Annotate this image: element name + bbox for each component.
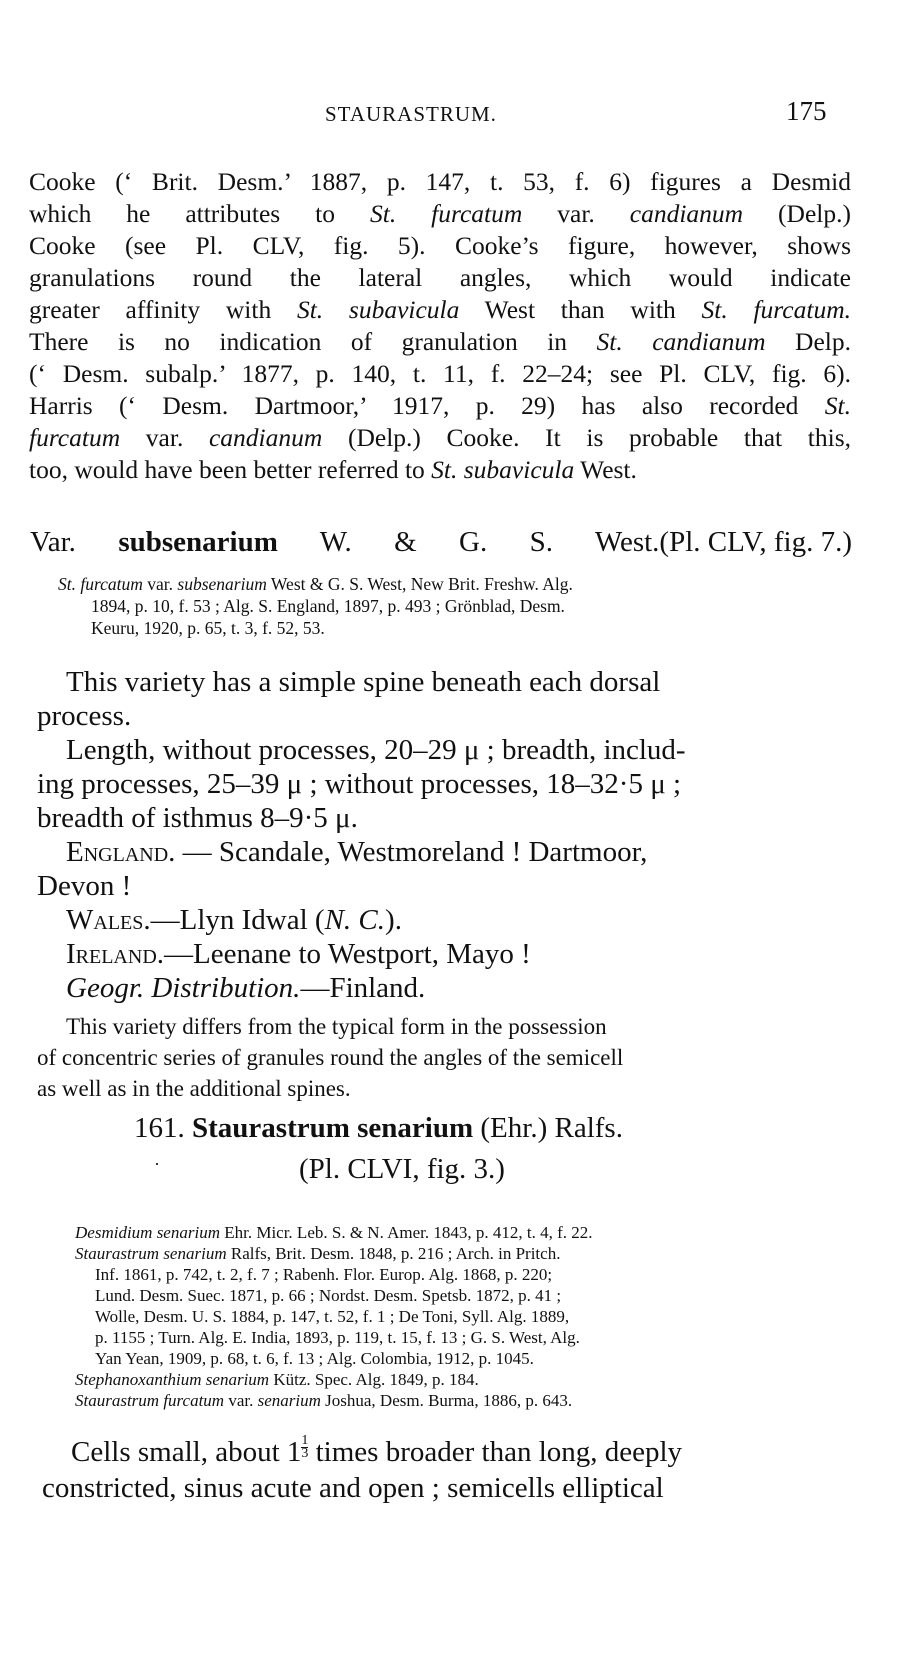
text-line: ing processes, 25–39 μ ; without processes, 18–32·5 μ ;: [37, 768, 682, 800]
text-span: which he attributes to: [29, 199, 370, 228]
locality-label: Ireland.: [66, 938, 165, 970]
text-line: Inf. 1861, p. 742, t. 2, f. 7 ; Rabenh. Flor. Europ. Alg. 1868, p. 220;: [95, 1265, 553, 1284]
printer-mark: ·: [154, 1154, 160, 1174]
taxon-name: candianum: [629, 199, 744, 228]
taxon-name: St. furcatum: [58, 574, 143, 594]
text-line: [37, 937, 852, 971]
text-line: [29, 294, 851, 326]
intro-paragraph: [29, 166, 851, 486]
text-line: [58, 573, 850, 595]
variety-heading: [30, 526, 852, 559]
text-line: granulations round the lateral angles, which would indicate: [29, 263, 851, 292]
species-synonymy: [75, 1222, 855, 1411]
text-line: Keuru, 1920, p. 65, t. 3, f. 52, 53.: [91, 618, 325, 638]
text-line: process.: [37, 700, 132, 732]
text-span: var.: [522, 199, 630, 228]
text-span: West than with: [459, 295, 702, 324]
species-authority: (Ehr.) Ralfs.: [473, 1112, 623, 1144]
locality-label: Geogr. Distribution.: [66, 972, 301, 1004]
text-span: times broader than long, deeply: [308, 1436, 683, 1468]
page-number: 175: [786, 96, 827, 126]
text-line: Devon !: [37, 870, 132, 902]
text-span: Ehr. Micr. Leb. S. & N. Amer. 1843, p. 412, t. 4, f. 22.: [219, 1223, 593, 1242]
variety-name: subsenarium: [118, 526, 278, 558]
taxon-name: St. furcatum.: [701, 295, 851, 324]
species-description: [42, 1434, 857, 1506]
taxon-name: St. furcatum: [369, 199, 523, 228]
text-span: (Delp.) Cooke. It is probable that this,: [322, 423, 852, 452]
text-line: [75, 1390, 855, 1411]
text-span: Kütz. Spec. Alg. 1849, p. 184.: [269, 1370, 479, 1389]
text-line: [29, 326, 851, 358]
text-line: This variety has a simple spine beneath each dorsal: [66, 666, 661, 698]
text-span: var.: [224, 1391, 258, 1410]
taxon-name: Desmidium senarium: [75, 1223, 220, 1242]
taxon-name: furcatum: [29, 423, 121, 452]
variety-authority: W. & G. S. West.: [277, 526, 660, 558]
text-line: [29, 198, 851, 230]
species-name: Staurastrum senarium: [192, 1112, 474, 1144]
text-line: as well as in the additional spines.: [37, 1076, 351, 1101]
variety-synonymy: [58, 573, 850, 639]
text-line: Length, without processes, 20–29 μ ; breadth, includ-: [66, 734, 686, 766]
text-line: Lund. Desm. Suec. 1871, p. 66 ; Nordst. Desm. Spetsb. 1872, p. 41 ;: [95, 1286, 562, 1305]
text-line: [37, 971, 852, 1005]
text-line: [29, 422, 851, 454]
locality-label: Wales.: [66, 904, 151, 936]
text-line: [37, 835, 852, 869]
text-line: [75, 1369, 855, 1390]
text-span: N. C.: [324, 904, 386, 936]
fraction-denominator: 3: [301, 1446, 309, 1461]
text-span: var.: [120, 423, 209, 452]
species-plate-ref: (Pl. CLVI, fig. 3.): [299, 1153, 505, 1185]
text-line: [75, 1222, 855, 1243]
text-span: var.: [142, 574, 178, 594]
species-title: [134, 1112, 623, 1145]
text-line: of concentric series of granules round the angles of the semicell: [37, 1045, 624, 1070]
variety-description: [37, 665, 852, 1005]
taxon-name: St. candianum: [596, 327, 766, 356]
text-span: There is no indication of granulation in: [29, 327, 597, 356]
text-span: Cells small, about 1: [71, 1436, 302, 1468]
locality-label: England.: [66, 836, 176, 868]
text-span: West & G. S. West, New Brit. Freshw. Alg.: [266, 574, 573, 594]
taxon-name: Staurastrum furcatum: [75, 1391, 225, 1410]
taxon-name: St. subavicula: [431, 455, 575, 484]
text-span: ).: [385, 904, 402, 936]
text-line: This variety differs from the typical form in the possession: [66, 1014, 607, 1039]
taxon-name: Staurastrum senarium: [75, 1244, 227, 1263]
running-head: STAURASTRUM.: [325, 102, 497, 126]
text-line: (‘ Desm. subalp.’ 1877, p. 140, t. 11, f. 22–24; see Pl. CLV, fig. 6).: [29, 359, 851, 388]
species-number: 161.: [134, 1112, 192, 1144]
taxon-name: subsenarium: [177, 574, 267, 594]
text-span: —Finland.: [300, 972, 426, 1004]
variety-plate-ref: (Pl. CLV, fig. 7.): [659, 526, 852, 558]
taxon-name: St.: [824, 391, 851, 420]
text-span: Joshua, Desm. Burma, 1886, p. 643.: [320, 1391, 573, 1410]
text-line: Cooke (‘ Brit. Desm.’ 1887, p. 147, t. 53, f. 6) figures a Desmid: [29, 167, 851, 196]
variety-note: [37, 1011, 852, 1104]
text-line: 1894, p. 10, f. 53 ; Alg. S. England, 1897, p. 493 ; Grönblad, Desm.: [91, 596, 565, 616]
text-span: — Scandale, Westmoreland ! Dartmoor,: [175, 836, 648, 868]
text-span: Delp.: [765, 327, 851, 356]
text-line: [29, 454, 851, 486]
taxon-name: senarium: [257, 1391, 321, 1410]
text-line: p. 1155 ; Turn. Alg. E. India, 1893, p. 119, t. 15, f. 13 ; G. S. West, Alg.: [95, 1328, 580, 1347]
text-span: —Llyn Idwal (: [150, 904, 325, 936]
page-header: [0, 96, 900, 136]
text-line: Wolle, Desm. U. S. 1884, p. 147, t. 52, f. 1 ; De Toni, Syll. Alg. 1889,: [95, 1307, 570, 1326]
text-span: too, would have been better referred to: [29, 455, 432, 484]
text-line: [75, 1243, 855, 1264]
text-span: Ralfs, Brit. Desm. 1848, p. 216 ; Arch. in Pritch.: [226, 1244, 561, 1263]
taxon-name: Stephanoxanthium senarium: [75, 1370, 270, 1389]
text-span: West.: [574, 455, 637, 484]
text-span: —Leenane to Westport, Mayo !: [164, 938, 531, 970]
text-span: (Delp.): [743, 199, 851, 228]
text-line: breadth of isthmus 8–9·5 μ.: [37, 802, 358, 834]
text-line: [37, 903, 852, 937]
text-line: constricted, sinus acute and open ; semicells elliptical: [42, 1472, 664, 1504]
text-line: Yan Yean, 1909, p. 68, t. 6, f. 13 ; Alg. Colombia, 1912, p. 1045.: [95, 1349, 534, 1368]
text-line: [42, 1434, 857, 1470]
taxon-name: candianum: [208, 423, 323, 452]
fraction-numerator: 1: [301, 1433, 309, 1448]
text-line: [29, 390, 851, 422]
text-line: Cooke (see Pl. CLV, fig. 5). Cooke’s figure, however, shows: [29, 231, 851, 260]
text-span: Harris (‘ Desm. Dartmoor,’ 1917, p. 29) has also recorded: [29, 391, 825, 420]
text-span: greater affinity with: [29, 295, 297, 324]
variety-prefix: Var.: [30, 526, 119, 558]
taxon-name: St. subavicula: [296, 295, 460, 324]
